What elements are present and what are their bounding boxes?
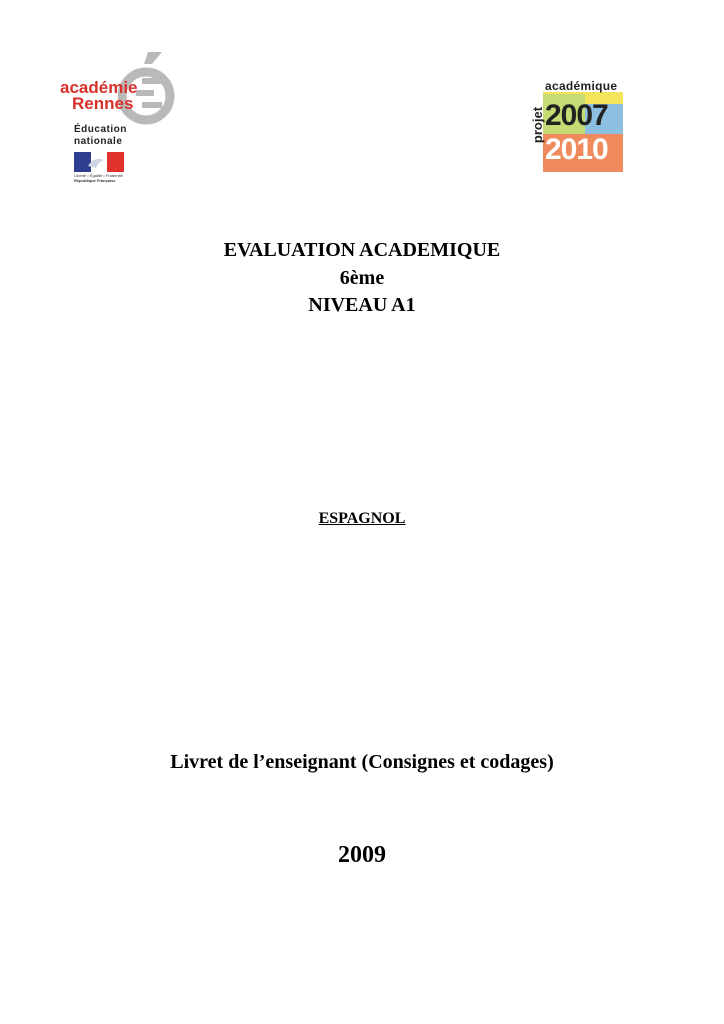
evaluation-title: EVALUATION ACADEMIQUE	[223, 239, 501, 261]
projet-word: projet	[530, 106, 545, 144]
academique-word: académique	[545, 79, 618, 93]
document-year: 2009	[338, 842, 386, 868]
education-label: Éducation	[74, 124, 127, 135]
marianne-flag-icon	[74, 152, 124, 172]
booklet-title: Livret de l’enseignant (Consignes et codages)	[170, 751, 554, 773]
rennes-label: Rennes	[72, 94, 134, 113]
academie-rennes-logo	[60, 50, 180, 190]
year-2010: 2010	[545, 133, 608, 166]
nationale-label: nationale	[74, 136, 123, 147]
year-2007: 2007	[545, 99, 608, 132]
niveau-label: NIVEAU A1	[308, 294, 416, 316]
grade-level: 6ème	[339, 267, 385, 289]
subject-heading	[0, 508, 724, 530]
academie-label: académie	[60, 78, 138, 97]
subject-label: ESPAGNOL	[318, 510, 406, 527]
projet-academique-logo	[531, 80, 623, 172]
motto-text: Liberté • Égalité • Fraternité	[74, 173, 123, 178]
republic-text: République Française	[74, 178, 116, 183]
